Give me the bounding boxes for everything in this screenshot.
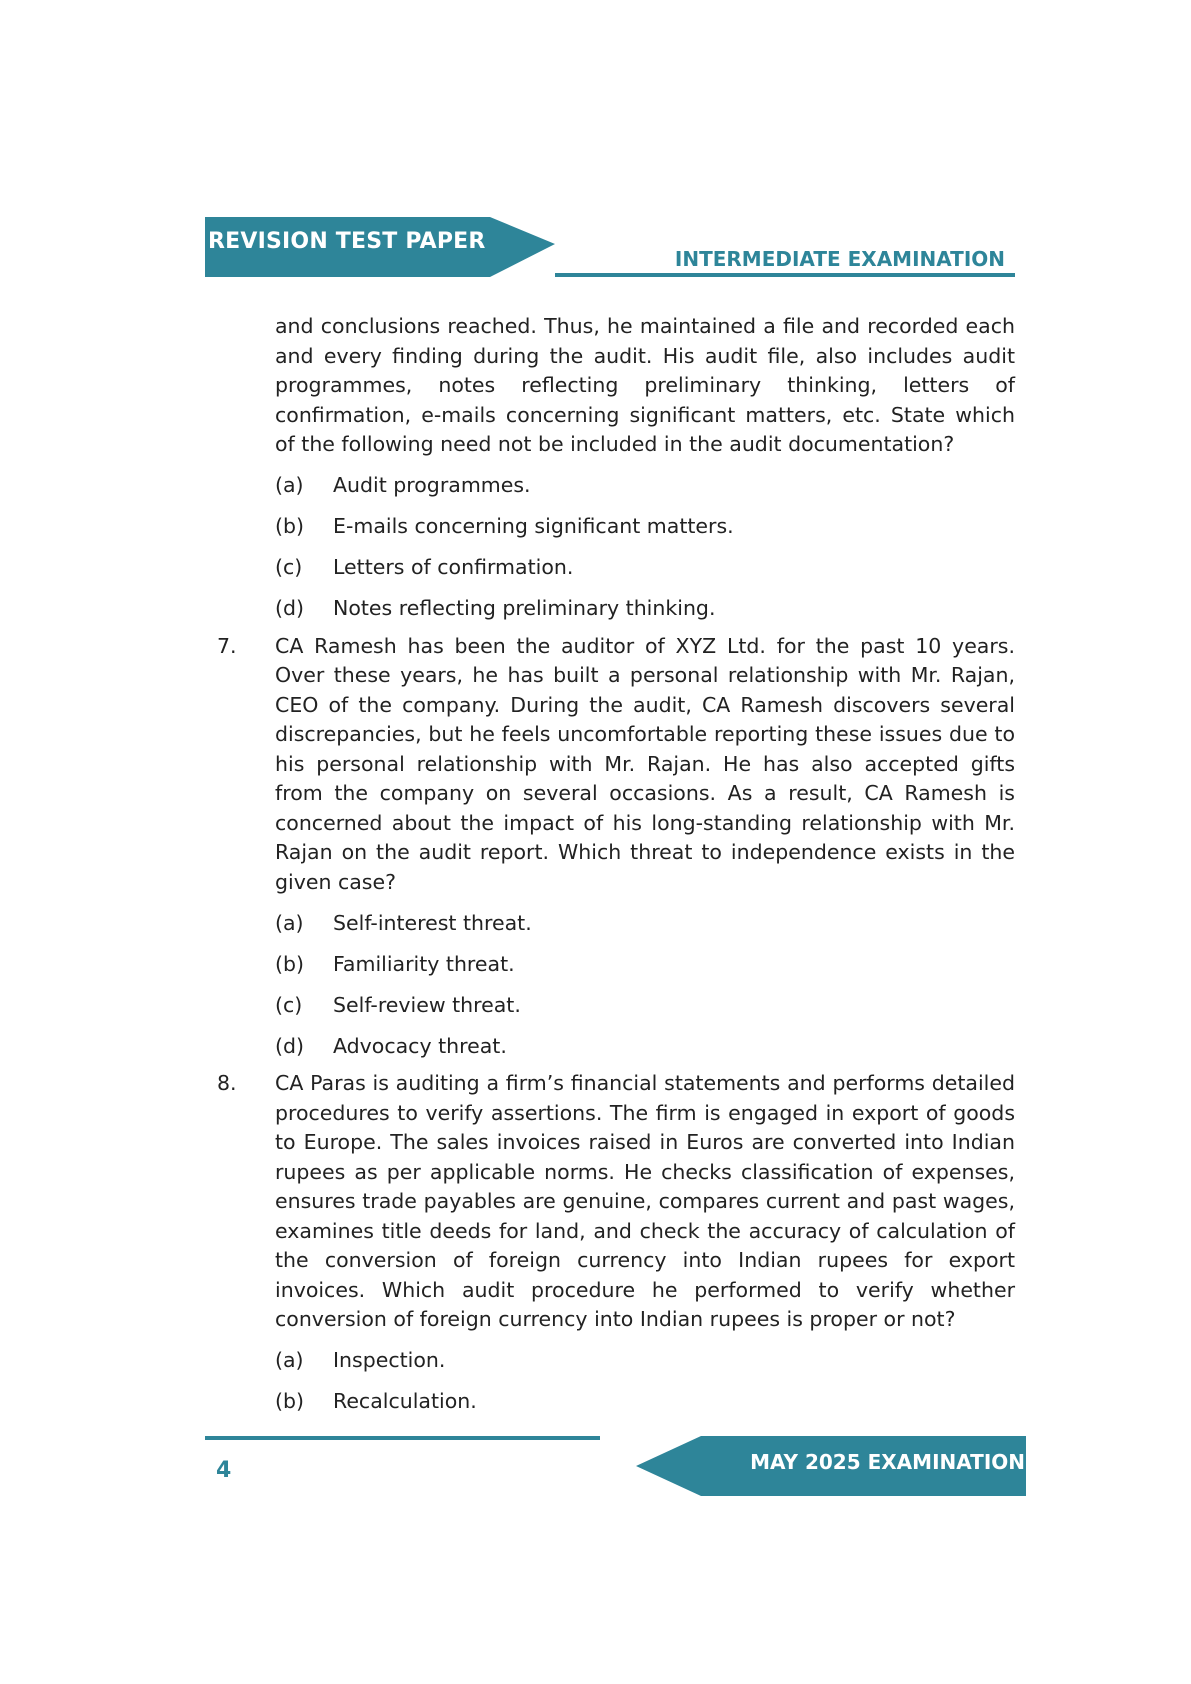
option-text: Advocacy threat. bbox=[333, 1033, 507, 1058]
option-item bbox=[275, 909, 1015, 939]
option-label: (a) bbox=[275, 1348, 304, 1372]
question-8 bbox=[217, 1069, 1015, 1335]
question-text: CA Paras is auditing a firm’s financial statements and performs detailed procedures to verify assertions. The firm is engaged in export of goods to Europe. The sales invoices raised in Euros are converted into Indian rupees as per applicable norms. He checks classification of expenses, ensures trade payables are genuine, compares current and past wages, examines title deeds for land, and check the accuracy of calculation of the conversion of foreign currency into Indian rupees for export invoices. Which audit procedure he performed to verify whether conversion of foreign currency into Indian rupees is proper or not? bbox=[275, 1071, 1015, 1331]
option-item bbox=[275, 553, 1015, 583]
option-text: Notes reflecting preliminary thinking. bbox=[333, 596, 716, 620]
footer-rule bbox=[205, 1436, 600, 1440]
option-item bbox=[275, 594, 1015, 624]
option-label: (d) bbox=[275, 1033, 305, 1058]
header-subtitle: INTERMEDIATE EXAMINATION bbox=[674, 247, 1005, 271]
option-text: Inspection. bbox=[333, 1348, 446, 1372]
option-text: Letters of confirmation. bbox=[333, 555, 574, 579]
option-text: Recalculation. bbox=[333, 1389, 477, 1413]
option-label: (a) bbox=[275, 910, 304, 935]
option-item bbox=[275, 512, 1015, 542]
option-text: Self-interest threat. bbox=[333, 910, 532, 935]
option-label: (d) bbox=[275, 596, 305, 620]
option-item bbox=[275, 950, 1015, 980]
option-item bbox=[275, 1387, 1015, 1417]
continuation-text: and conclusions reached. Thus, he maintained a file and recorded each and every finding during the audit. His audit file, also includes audit programmes, notes reflecting preliminary thinking, letters of confirmation, e-mails concerning significant matters, etc. State which of the following need not be included in the audit documentation? bbox=[275, 314, 1015, 456]
option-label: (c) bbox=[275, 555, 303, 579]
header-title: REVISION TEST PAPER bbox=[208, 229, 486, 254]
option-label: (c) bbox=[275, 992, 303, 1017]
question-number: 8. bbox=[217, 1071, 237, 1095]
page-content bbox=[217, 312, 1015, 1417]
option-text: E-mails concerning significant matters. bbox=[333, 514, 734, 538]
option-label: (a) bbox=[275, 473, 304, 497]
option-item bbox=[275, 1032, 1015, 1062]
option-text: Familiarity threat. bbox=[333, 951, 515, 976]
option-text: Audit programmes. bbox=[333, 473, 531, 497]
option-item bbox=[275, 471, 1015, 501]
question-number: 7. bbox=[217, 633, 237, 658]
page-number: 4 bbox=[216, 1458, 232, 1483]
question-7 bbox=[217, 632, 1015, 898]
header-rule bbox=[555, 273, 1015, 277]
question-text: CA Ramesh has been the auditor of XYZ Ltd. for the past 10 years. Over these years, he has built a personal relationship with Mr. Rajan, CEO of the company. During the audit, CA Ramesh discovers several discrepancies, but he feels uncomfortable reporting these issues due to his personal relationship with Mr. Rajan. He has also accepted gifts from the company on several occasions. As a result, CA Ramesh is concerned about the impact of his long-standing relationship with Mr. Rajan on the audit report. Which threat to independence exists in the given case? bbox=[275, 633, 1015, 894]
option-label: (b) bbox=[275, 951, 305, 976]
footer-exam-title: MAY 2025 EXAMINATION bbox=[750, 1450, 1025, 1474]
option-text: Self-review threat. bbox=[333, 992, 521, 1017]
option-label: (b) bbox=[275, 1389, 305, 1413]
option-item bbox=[275, 991, 1015, 1021]
option-label: (b) bbox=[275, 514, 305, 538]
option-item bbox=[275, 1346, 1015, 1376]
